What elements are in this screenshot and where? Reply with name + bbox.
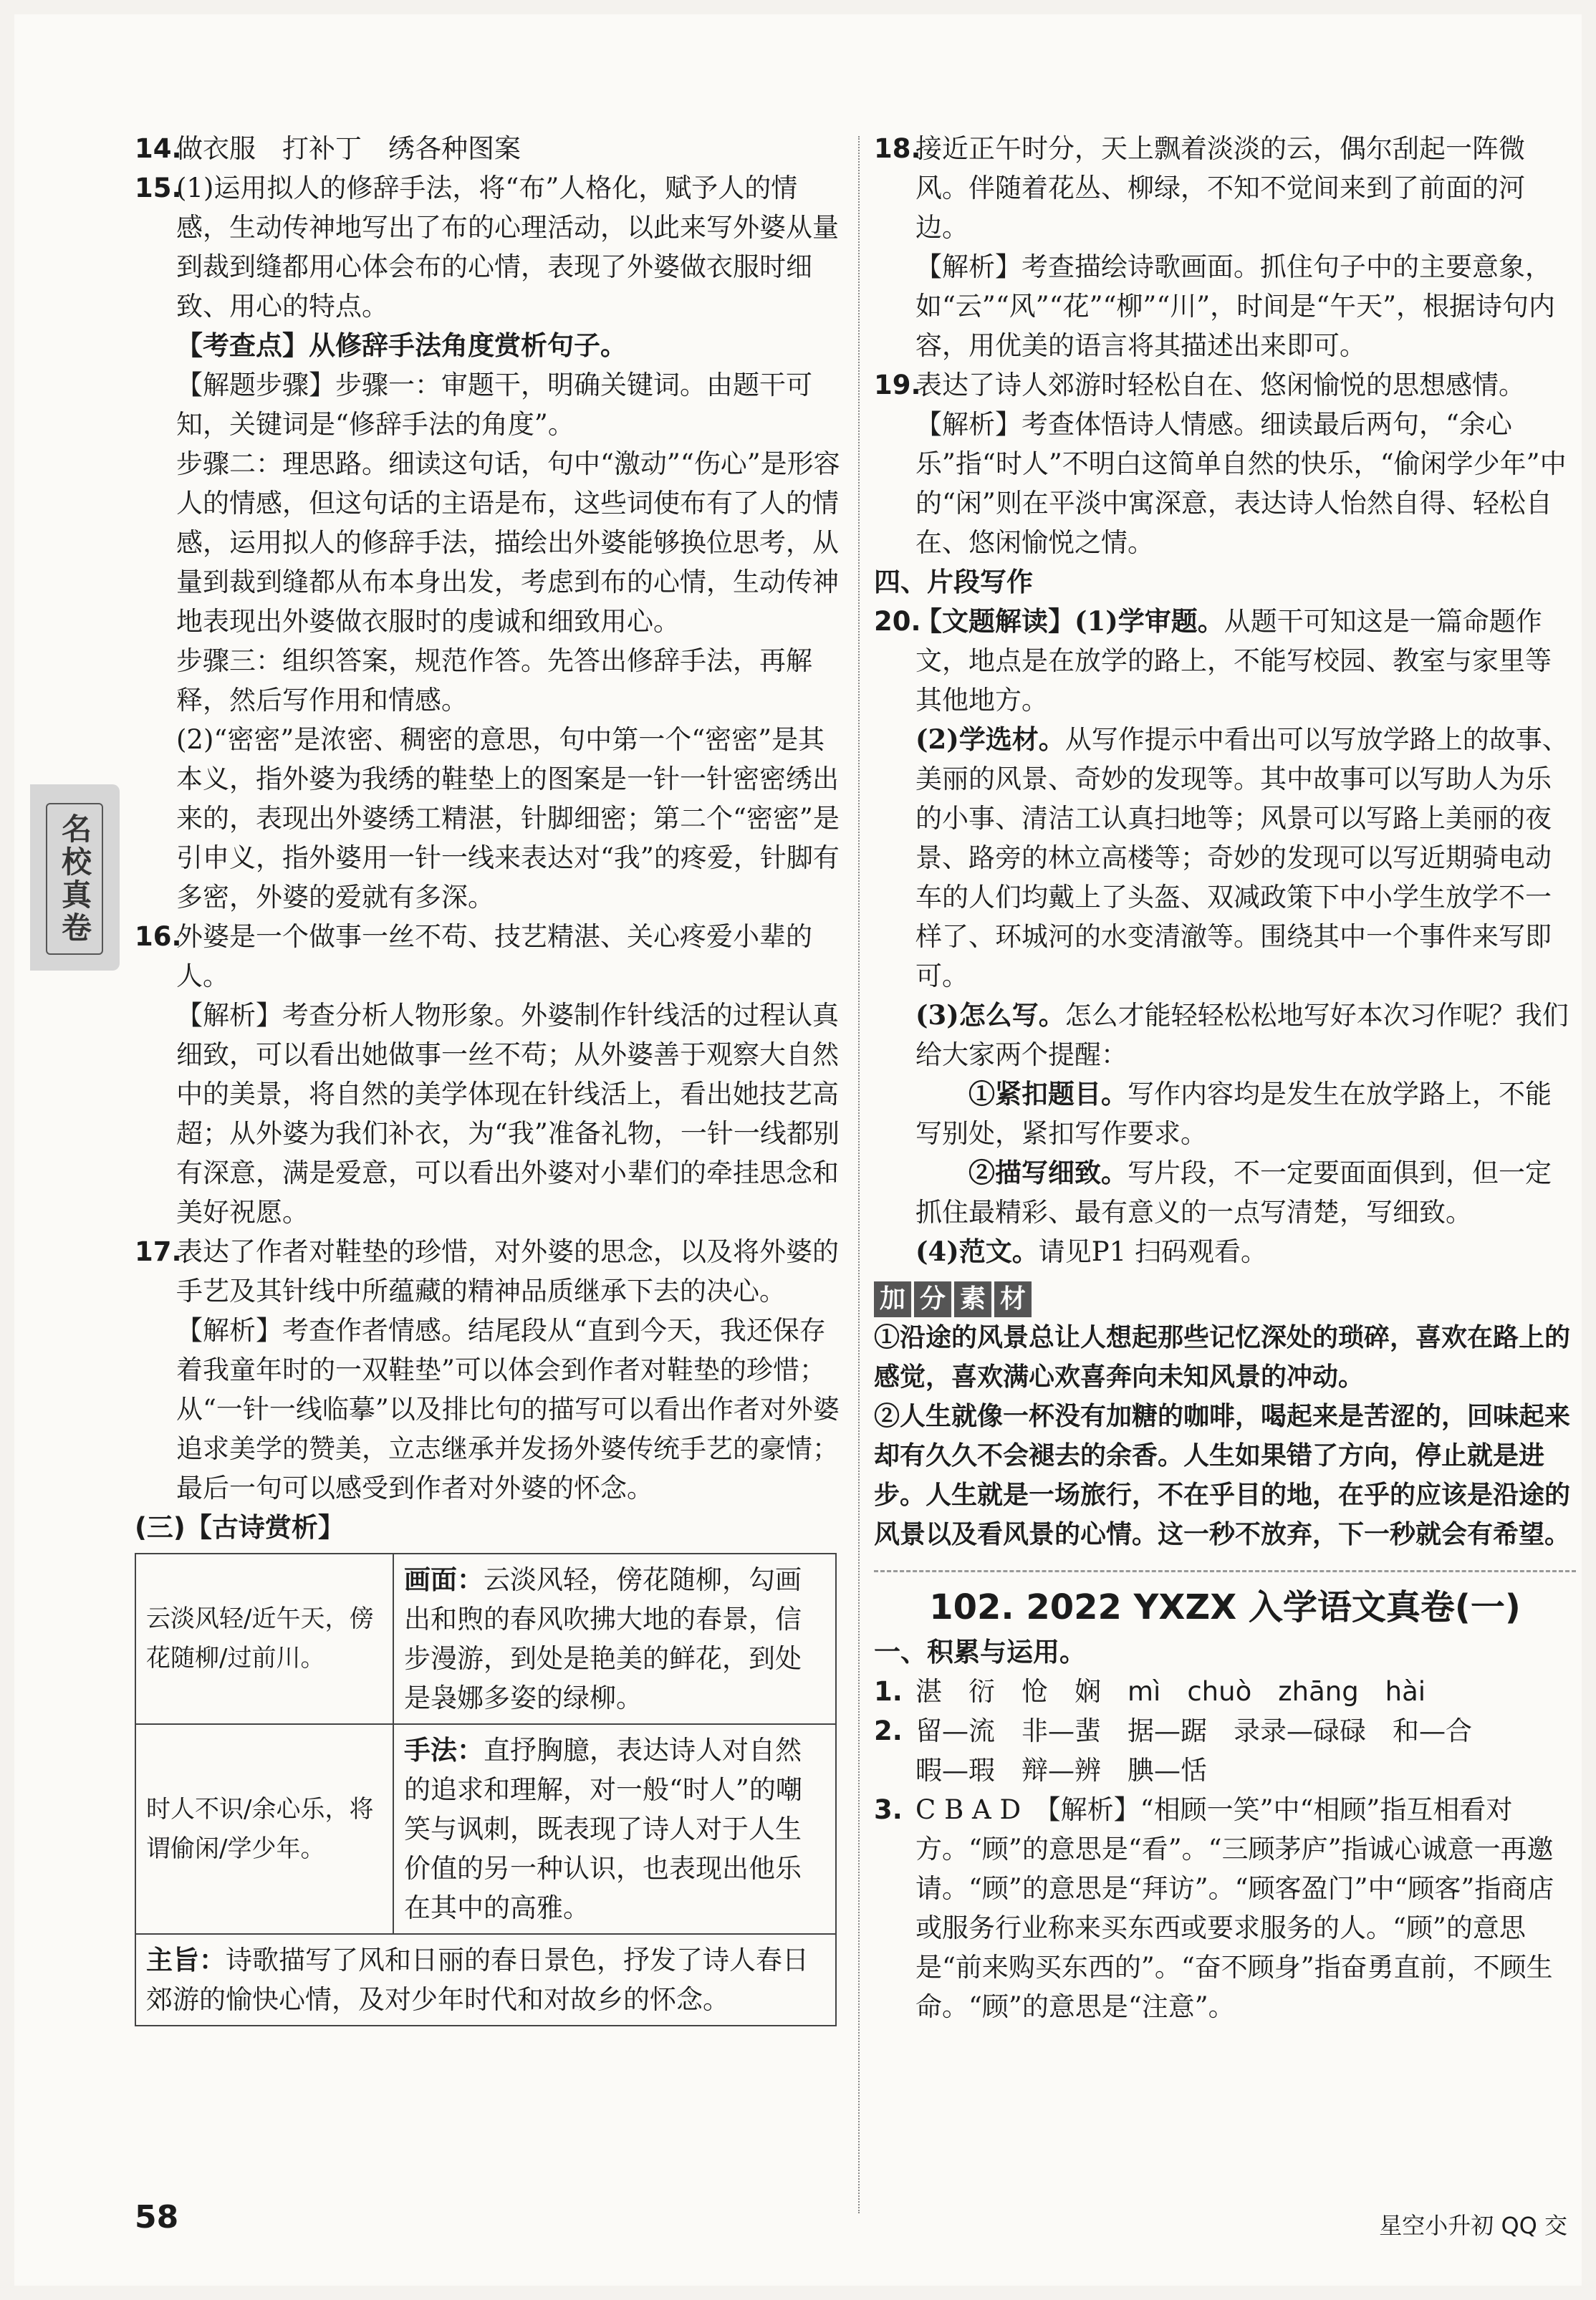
question-19 [874, 365, 1576, 562]
cell-text: 直抒胸臆，表达诗人对自然的追求和理解，对一般“时人”的嘲笑与讽刺，既表现了诗人对于人生价值的另一种认识，也表现出他乐在其中的高雅。 [404, 1735, 802, 1923]
tag-char: 分 [914, 1281, 951, 1317]
extra-material-2: ②人生就像一杯没有加糖的咖啡，喝起来是苦涩的，回味起来却有久久不会褪去的余香。人生如果错了方向，停止就是进步。人生就是一场旅行，不在乎目的地，在乎的应该是沿途的风景以及看风景的心情。这一秒不放弃，下一秒就会有希望。 [874, 1402, 1571, 1549]
question-number: 20. [874, 606, 921, 637]
extra-material-1: ①沿途的风景总让人想起那些记忆深处的琐碎，喜欢在路上的感觉，喜欢满心欢喜奔向未知风景的冲动。 [874, 1323, 1571, 1392]
section-heading: 一、积累与运用。 [874, 1637, 1086, 1668]
question-number: 3. [874, 1794, 903, 1825]
left-column [135, 129, 844, 2026]
cell-text: 云淡风轻，傍花随柳，勾画出和煦的春风吹拂大地的春景，信步漫游，到处是艳美的鲜花，到处是袅娜多姿的绿柳。 [404, 1564, 802, 1713]
answer-text: 接近正午时分，天上飘着淡淡的云，偶尔刮起一阵微风。伴随着花丛、柳绿，不知不觉间来到了前面的河边。 [915, 133, 1525, 243]
answer-1 [874, 1672, 1576, 1711]
page-number: 58 [135, 2199, 179, 2236]
solution-step-1: 【解题步骤】步骤一：审题干，明确关键词。由题干可知，关键词是“修辞手法的角度”。 [176, 370, 812, 440]
point-label: 【文题解读】(1)学审题。 [915, 605, 1224, 637]
section-writing-heading: 四、片段写作 [874, 567, 1033, 597]
section-separator [874, 1570, 1576, 1572]
poem-analysis-cell [393, 1554, 836, 1724]
poem-lines: 时人不识/余心乐，将谓偷闲/学少年。 [135, 1724, 393, 1934]
side-tab-label: 名校真卷 [46, 803, 103, 955]
exam-title: 102. 2022 YXZX 入学语文真卷(一) [929, 1587, 1521, 1627]
point-label: (3)怎么写。 [915, 999, 1065, 1031]
point-label: (4)范文。 [915, 1236, 1039, 1267]
point-label: ①紧扣题目。 [968, 1078, 1128, 1110]
analysis-text: 【解析】考查体悟诗人情感。细读最后两句，“余心乐”指“时人”不明白这简单自然的快乐，“偷闲学少年”中的“闲”则在平淡中寓深意，表达诗人怡然自得、轻松自在、悠闲愉悦之情。 [915, 409, 1567, 558]
question-20 [874, 602, 1576, 1271]
tag-char: 素 [954, 1281, 991, 1317]
answer-text: 做衣服 打补丁 绣各种图案 [176, 133, 521, 164]
cell-label: 手法： [404, 1734, 484, 1766]
cell-label: 画面： [404, 1564, 484, 1595]
poem-theme-cell [135, 1934, 836, 2026]
question-number: 17. [135, 1236, 182, 1267]
cell-label: 主旨： [146, 1944, 226, 1976]
answer-2 [874, 1711, 1576, 1790]
answer-text: 湛 衍 怆 娴 mì chuò zhāng hài [915, 1676, 1426, 1707]
table-row [135, 1934, 836, 2026]
solution-step-2: 步骤二：理思路。细读这句话，句中“激动”“伤心”是形容人的情感，但这句话的主语是布，这些词使布有了人的情感，运用拟人的修辞手法，描绘出外婆能够换位思考，从量到裁到缝都从布本身出发，考虑到布的心情，生动传神地表现出外婆做衣服时的虔诚和细致用心。 [176, 448, 840, 637]
analysis-text: 【解析】考查作者情感。结尾段从“直到今天，我还保存着我童年时的一双鞋垫”可以体会到作者对鞋垫的珍惜；从“一针一线临摹”以及排比句的描写可以看出作者对外婆追求美学的赞美，立志继承并发扬外婆传统手艺的豪情；最后一句可以感受到作者对外婆的怀念。 [176, 1315, 840, 1503]
point-label: ②描写细致。 [968, 1157, 1128, 1188]
question-15 [135, 168, 844, 917]
answer-3 [874, 1790, 1576, 2026]
extra-material-tag [874, 1281, 1032, 1317]
point-label: (2)学选材。 [915, 723, 1065, 755]
point-text: 写片段，不一定要面面俱到，但一定抓住最精彩、最有意义的一点写清楚，写细致。 [915, 1158, 1552, 1228]
side-tab [30, 784, 120, 971]
question-16 [135, 917, 844, 1232]
answer-text: 表达了诗人郊游时轻松自在、悠闲愉悦的思想感情。 [915, 370, 1525, 400]
question-number: 16. [135, 921, 182, 952]
question-number: 15. [135, 173, 182, 203]
exam-point: 【考查点】从修辞手法角度赏析句子。 [176, 329, 627, 361]
answer-text: (1)运用拟人的修辞手法，将“布”人格化，赋予人的情感，生动传神地写出了布的心理活动，以此来写外婆从量到裁到缝都用心体会布的心情，表现了外婆做衣服时细致、用心的特点。 [176, 173, 839, 322]
tag-char: 加 [874, 1281, 911, 1317]
answer-line: 留—流 非—蜚 据—踞 录录—碌碌 和—合 [915, 1716, 1472, 1746]
table-row [135, 1724, 836, 1934]
question-number: 18. [874, 133, 921, 164]
table-row [135, 1554, 836, 1724]
answer-line: 暇—瑕 辩—辨 腆—恬 [915, 1755, 1207, 1786]
poem-analysis-cell [393, 1724, 836, 1934]
question-number: 19. [874, 370, 921, 400]
point-text: 从题干可知这是一篇命题作文，地点是在放学的路上，不能写校园、教室与家里等其他地方。 [915, 606, 1552, 716]
point-text: 请见P1 扫码观看。 [1038, 1236, 1267, 1267]
question-17 [135, 1232, 844, 1508]
cell-text: 诗歌描写了风和日丽的春日景色，抒发了诗人春日郊游的愉快心情，及对少年时代和对故乡的怀念。 [146, 1945, 809, 2015]
footer-text: 星空小升初 QQ 交 [1379, 2212, 1567, 2239]
analysis-text: 【解析】考查描绘诗歌画面。抓住句子中的主要意象，如“云”“风”“花”“柳”“川”，时间是“午天”，根据诗句内容，用优美的语言将其描述出来即可。 [915, 251, 1555, 361]
answer-text: 外婆是一个做事一丝不苟、技艺精湛、关心疼爱小辈的人。 [176, 921, 812, 991]
right-column [874, 129, 1576, 2026]
poem-lines: 云淡风轻/近午天，傍花随柳/过前川。 [135, 1554, 393, 1724]
question-number: 2. [874, 1716, 903, 1746]
analysis-text: 【解析】考查分析人物形象。外婆制作针线活的过程认真细致，可以看出她做事一丝不苟；从外婆善于观察大自然中的美景，将自然的美学体现在针线活上，看出她技艺高超；从外婆为我们补衣，为“我”准备礼物，一针一线都别有深意，满是爱意，可以看出外婆对小辈们的牵挂思念和美好祝愿。 [176, 1000, 840, 1228]
column-divider [858, 136, 860, 2213]
answer-page [14, 14, 1582, 2286]
point-text: 写作内容均是发生在放学路上，不能写别处，紧扣写作要求。 [915, 1079, 1552, 1149]
tag-char: 材 [994, 1281, 1032, 1317]
answer-part-2: (2)“密密”是浓密、稠密的意思，句中第一个“密密”是其本义，指外婆为我绣的鞋垫上的图案是一针一针密密绣出来的，表现出外婆绣工精湛，针脚细密；第二个“密密”是引申义，指外婆用一针一线来表达对“我”的疼爱，针脚有多密，外婆的爱就有多深。 [176, 724, 840, 913]
question-14 [135, 129, 844, 168]
point-text: 从写作提示中看出可以写放学路上的故事、美丽的风景、奇妙的发现等。其中故事可以写助人为乐的小事、清洁工认真扫地等；风景可以写路上美丽的夜景、路旁的林立高楼等；奇妙的发现可以写近期骑电动车的人们均戴上了头盔、双减政策下中小学生放学不一样了、环城河的水变清澈等。围绕其中一个事件来写即可。 [915, 724, 1569, 991]
question-number: 14. [135, 133, 182, 164]
solution-step-3: 步骤三：组织答案，规范作答。先答出修辞手法，再解释，然后写作用和情感。 [176, 645, 812, 716]
point-text: 怎么才能轻轻松松地写好本次习作呢？我们给大家两个提醒： [915, 1000, 1569, 1070]
question-18 [874, 129, 1576, 365]
poem-analysis-table [135, 1553, 837, 2026]
section-poem-heading: (三)【古诗赏析】 [135, 1512, 345, 1543]
question-number: 1. [874, 1676, 903, 1707]
answer-text: C B A D 【解析】“相顾一笑”中“相顾”指互相看对方。“顾”的意思是“看”。“三顾茅庐”指诚心诚意一再邀请。“顾”的意思是“拜访”。“顾客盈门”中“顾客”指商店或服务行业称来买东西或要求服务的人。“顾”的意思是“前来购买东西的”。“奋不顾身”指奋勇直前，不顾生命。“顾”的意思是“注意”。 [915, 1794, 1554, 2022]
answer-text: 表达了作者对鞋垫的珍惜，对外婆的思念，以及将外婆的手艺及其针线中所蕴藏的精神品质继承下去的决心。 [176, 1236, 839, 1307]
